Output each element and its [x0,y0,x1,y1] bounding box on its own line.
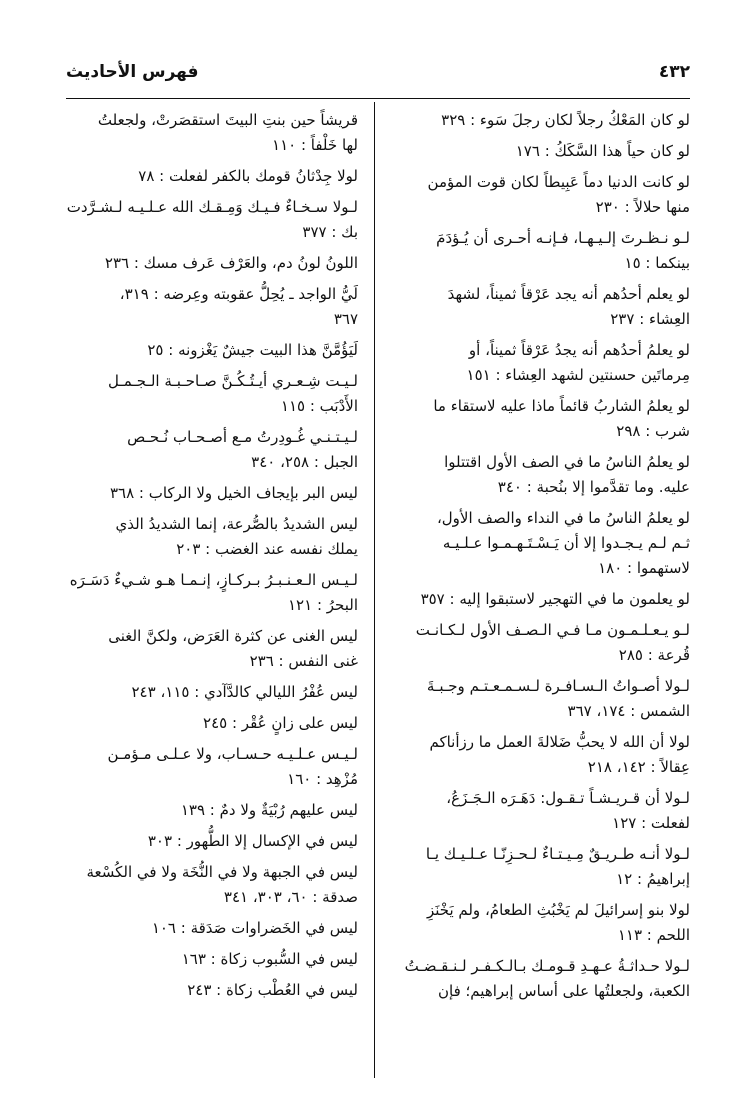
hadith-entry: ليس الشديدُ بالصُّرعة، إنما الشديدُ الذي يملك نفسه عند الغضب : ٢٠٣ [115,515,358,558]
hadith-entry: لـيـس عـلـيـه حـسـاب، ولا عـلـى مـؤمـن مُزْهِد : ١٦٠ [107,745,358,788]
hadith-entry: ليس البر بإيجاف الخيل ولا الركاب : ٣٦٨ [109,484,358,502]
hadith-entry: لو كان المَعْكُ رجلاً لكان رجلَ سَوء : ٣٢٩ [441,111,690,129]
hadith-entry: لو كانت الدنيا دماً عَبِيطاً لكان قوت المؤمن منها حلالاً : ٢٣٠ [427,173,690,216]
hadith-entry: لولا بنو إسرائيلَ لم يَخْبُثِ الطعامُ، ولم يَخْنَزِ اللحم : ١١٣ [426,901,690,944]
hadith-entry: لو يعلمون ما في التهجير لاستبقوا إليه : ٣٥٧ [420,590,690,608]
hadith-entry: لو يعلمُ أحدُهم أنه يجدُ عَرْقاً ثميناً، أو مِرماتَين حسنتين لشهد العِشاء : ١٥١ [466,341,690,384]
hadith-entry: ليس في الخَضراوات صَدَقة : ١٠٦ [151,919,358,937]
hadith-entry: لـولا سـخـاءٌ فـيـك وَمِـقـك الله عـلـيـه لـشـرَّدت بك : ٣٧٧ [66,198,358,241]
hadith-entry: لولا جِدْثانُ قومك بالكفر لفعلت : ٧٨ [138,167,358,185]
hadith-entry: ليس عليهم رُبْيَةٌ ولا دمٌ : ١٣٩ [180,801,358,819]
hadith-entry: لو يعلمُ الشاربُ قائماً ماذا عليه لاستقاء ما شرب : ٢٩٨ [433,397,690,440]
hadith-entry: اللونُ لونُ دم، والعَرْف عَرف مسك : ٢٣٦ [104,254,358,272]
hadith-entry: ليس الغنى عن كثرة العَرَض، ولكنَّ الغنى غنى النفس : ٢٣٦ [108,627,358,670]
hadith-entry: لو يعلمُ الناسُ ما في النداء والصف الأول، ثـم لـم يـجـدوا إلا أن يَـسْـتَـهـمـوا عـلـيـه لاستهموا : ١٨٠ [436,509,690,577]
header-rule [66,98,690,99]
hadith-entry: لـيـس الـعـنـبـرُ بـركـازٍ، إنـمـا هـو شـيءٌ دَسَـرَه البحرُ : ١٢١ [69,571,358,614]
hadith-entry: لـيـت شِـعـري أيـتُـكُـنَّ صـاحـبـة الـجـمـل الأَدْبَب : ١١٥ [107,372,358,415]
running-title: فهرس الأحاديث [66,62,199,82]
hadith-entry: لَيَؤُمَّنَّ هذا البيت جيشٌ يَغْزونه : ٢٥ [147,341,358,359]
hadith-entry: ليس عُفْرُ الليالي كالدَّآدي : ١١٥، ٢٤٣ [131,683,358,701]
right-column [397,108,690,1010]
hadith-entry: قريشاً حين بنتِ البيتَ استقصَرتْ، ولجعلتُ لها خَلْفاً : ١١٠ [97,111,358,154]
hadith-entry: لَيُّ الواجد ـ يُحِلُّ عقوبته وعِرضه : ٣١٩، ٣٦٧ [119,285,358,328]
hadith-entry: لو كان حياً هذا السَّكَكُ : ١٧٦ [515,142,690,160]
hadith-entry: ليس على زانٍ عُقْر : ٢٤٥ [203,714,358,732]
hadith-entry: ليس في السُّبوب زكاة : ١٦٣ [181,950,358,968]
hadith-entry: لـولا أنـه طـريـقٌ مِـيـتـاءٌ لـحـزِنّـا عـلـيـك يـا إبراهيمُ : ١٢ [425,845,690,888]
hadith-entry: لـولا حـداثـةُ عـهـدِ قـومـك بـالـكـفـر لـنـقـضـتُ الكعبة، ولجعلتُها على أساس إبراهيم؛ فإن [404,957,690,1000]
hadith-entry: لو يعلمُ الناسُ ما في الصف الأول اقتتلوا عليه. وما تقدَّموا إلا بنُحبة : ٣٤٠ [444,453,690,496]
hadith-entry: لو يعلم أحدُهم أنه يجد عَرْقاً ثميناً، لشهدَ العِشاء : ٢٣٧ [447,285,690,328]
hadith-entry: ليس في الجبهة ولا في النُّخَة ولا في الكُسْعة صدقة : ٦٠، ٣٠٣، ٣٤١ [86,863,358,906]
page-header [66,62,690,92]
hadith-entry: لـولا أصـواتُ الـسـافـرة لـسـمـعـتـم وجـبـةَ الشمس : ١٧٤، ٣٦٧ [426,677,690,720]
hadith-entry: لـو نـظـرتَ إلـيـهـا، فـإنـه أحـرى أن يُـؤدَمَ بينكما : ١٥ [436,229,690,272]
hadith-entry: ليس في الإكسال إلا الطُّهور : ٣٠٣ [147,832,358,850]
hadith-entry: لـو يـعـلـمـون مـا فـي الـصـف الأول لـكـانـت قُرعة : ٢٨٥ [415,621,690,664]
page-number: ٤٣٢ [658,62,690,82]
hadith-entry: لـولا أن قـريـشـاً تـقـول: دَهَـرَه الـجَـزَعُ، لفعلت : ١٢٧ [446,789,690,832]
hadith-entry: ليس في العُطْب زكاة : ٢٤٣ [187,981,358,999]
column-divider [374,102,375,1078]
hadith-entry: لـيـتـنـي غُـودِرتُ مـع أصـحـاب نُـحـص الجبل : ٢٥٨، ٣٤٠ [127,428,358,471]
left-column [62,108,358,1009]
hadith-entry: لولا أن الله لا يحبُّ ضَلالةَ العمل ما رزأناكم عِقالاً : ١٤٢، ٢١٨ [429,733,690,776]
